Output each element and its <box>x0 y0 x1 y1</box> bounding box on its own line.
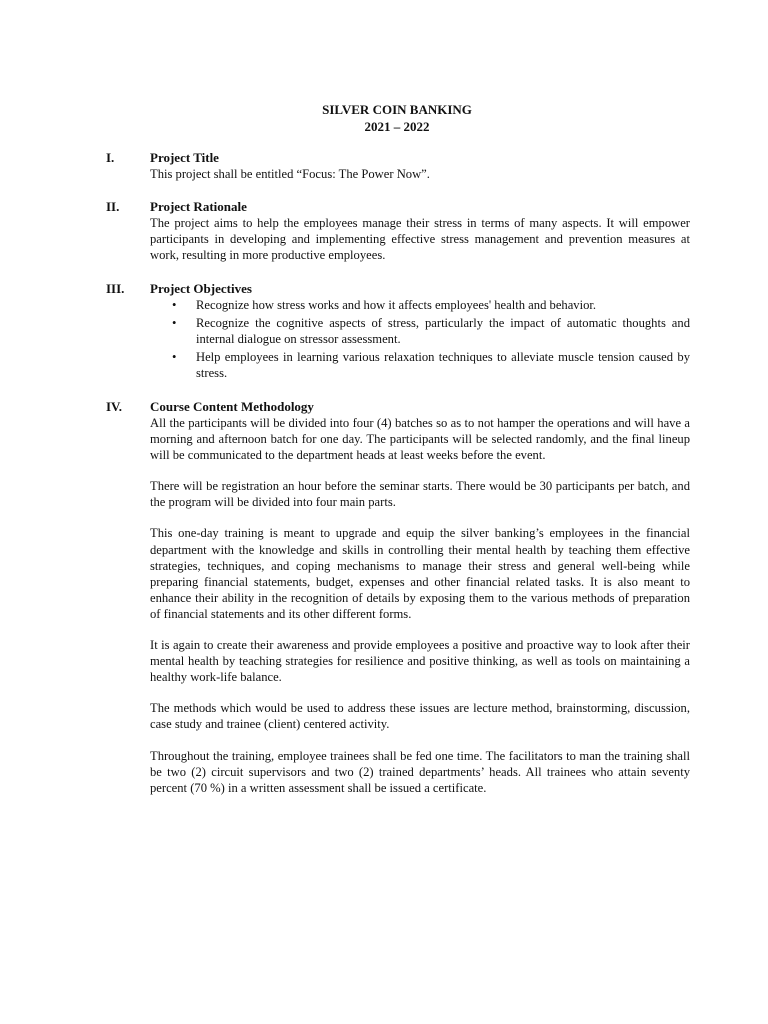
list-item-text: Recognize how stress works and how it affects employees' health and behavior. <box>196 298 597 312</box>
fiscal-years: 2021 – 2022 <box>364 119 430 134</box>
company-title: SILVER COIN BANKING <box>322 102 472 117</box>
section-heading: Project Rationale <box>150 199 247 214</box>
document-header <box>0 101 768 135</box>
section-course-content-methodology <box>106 399 692 796</box>
section-project-rationale <box>106 199 692 263</box>
paragraph: It is again to create their awareness and provide employees a positive and proactive way to look after their mental health by teaching strategies for resilience and positive thinking, as well as tools on maintaining a healthy work-life balance. <box>150 638 690 685</box>
bullet-icon: • <box>172 298 177 312</box>
objectives-list <box>150 297 690 381</box>
section-text: This project shall be entitled “Focus: The Power Now”. <box>150 167 430 181</box>
paragraph: Throughout the training, employee trainees shall be fed one time. The facilitators to man the training shall be two (2) circuit supervisors and two (2) trained departments’ heads. All trainees who attain seventy percent (70 %) in a written assessment shall be issued a certificate. <box>150 748 690 795</box>
paragraph: The methods which would be used to address these issues are lecture method, brainstorming, discussion, case study and trainee (client) centered activity. <box>150 701 690 732</box>
list-item-text: Help employees in learning various relaxation techniques to alleviate muscle tension caused by stress. <box>196 350 690 381</box>
list-item <box>150 297 690 313</box>
paragraph: This one-day training is meant to upgrade and equip the silver banking’s employees in the financial department with the knowledge and skills in controlling their mental health by teaching them effective strategies, techniques, and coping mechanisms to manage their stress and general well-being while preparing financial statements, budget, expenses and other financial related tasks. It is also meant to enhance their ability in the recognition of details by exposing them to the various methods of preparation of financial statements and its other different forms. <box>150 526 690 621</box>
section-numeral: III. <box>106 281 125 296</box>
list-item-text: Recognize the cognitive aspects of stress, particularly the impact of automatic thoughts and internal dialogue on stressor assessment. <box>196 316 690 347</box>
section-text: The project aims to help the employees manage their stress in terms of many aspects. It will empower participants in developing and implementing effective stress management and prevention measures at work, resulting in more productive employees. <box>150 216 690 263</box>
list-item <box>150 315 690 347</box>
section-heading: Project Objectives <box>150 281 252 296</box>
section-numeral: I. <box>106 150 115 165</box>
bullet-icon: • <box>172 350 177 365</box>
paragraph: There will be registration an hour before the seminar starts. There would be 30 participants per batch, and the program will be divided into four main parts. <box>150 479 690 510</box>
section-heading: Project Title <box>150 150 219 165</box>
bullet-icon: • <box>172 316 177 331</box>
section-numeral: II. <box>106 199 120 214</box>
section-project-objectives <box>106 281 692 383</box>
list-item <box>150 349 690 381</box>
section-project-title <box>106 150 692 182</box>
section-numeral: IV. <box>106 399 123 414</box>
paragraph: All the participants will be divided into four (4) batches so as to not hamper the operations and will have a morning and afternoon batch for one day. The participants will be selected randomly, and the final lineup will be communicated to the department heads at least weeks before the event. <box>150 416 690 463</box>
section-heading: Course Content Methodology <box>150 399 314 414</box>
